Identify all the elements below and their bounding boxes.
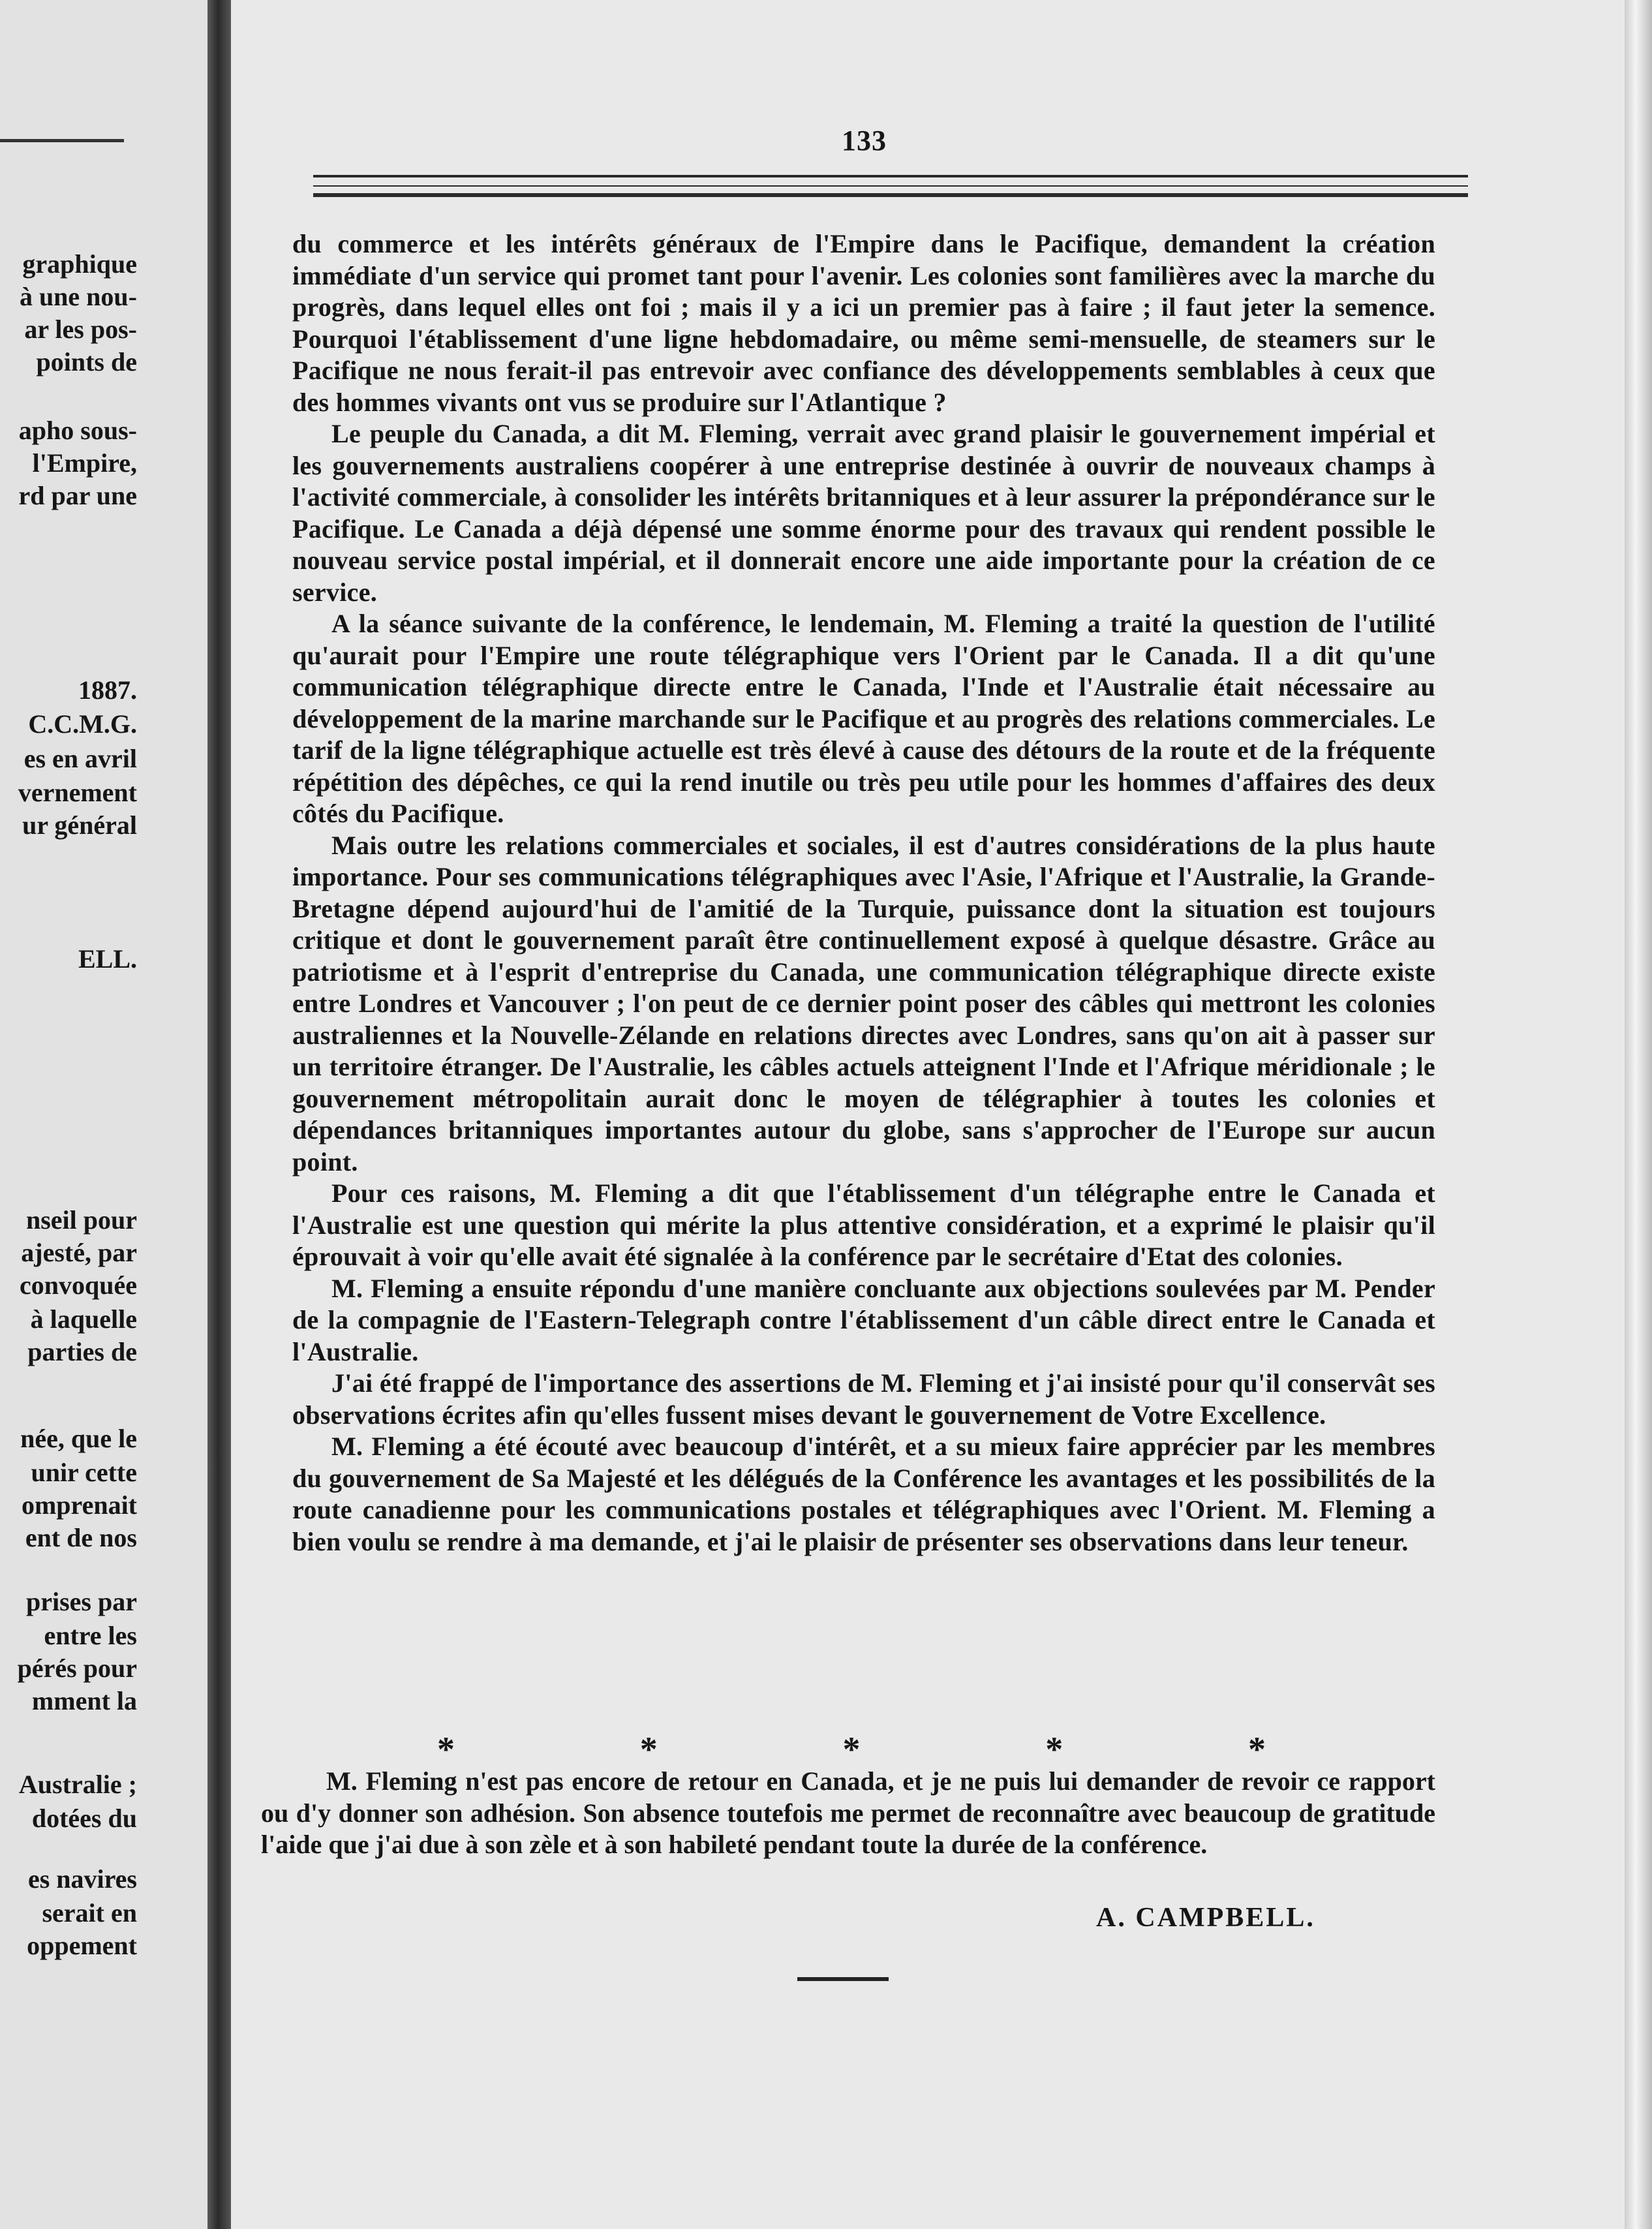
facing-page-line: omprenait	[21, 1490, 137, 1520]
facing-page-line: convoquée	[20, 1270, 137, 1300]
facing-page-line: points de	[36, 347, 137, 377]
header-rule	[313, 193, 1468, 197]
facing-page-line: l'Empire,	[32, 448, 137, 478]
facing-page-line: serait en	[42, 1898, 137, 1928]
signature: A. CAMPBELL.	[1096, 1903, 1315, 1933]
facing-page-line: apho sous-	[18, 416, 137, 445]
closing-text	[261, 1766, 1435, 1861]
facing-page-line: parties de	[27, 1337, 137, 1366]
facing-page-line: à laquelle	[30, 1304, 137, 1334]
facing-page-line: ELL.	[78, 944, 137, 974]
facing-page-line: ar les pos-	[24, 315, 137, 344]
facing-page-line: oppement	[27, 1931, 137, 1960]
facing-page-line: C.C.M.G.	[28, 709, 137, 739]
facing-page-line: pérés pour	[17, 1653, 137, 1683]
page-edge	[1625, 0, 1652, 2229]
paragraph: J'ai été frappé de l'importance des assertions de M. Fleming et j'ai insisté pour qu'il conservât ses observations écrites afin qu'elles fussent mises devant le gouvernement de Votre Excellence.	[292, 1368, 1435, 1430]
closing-paragraph: M. Fleming n'est pas encore de retour en Canada, et je ne puis lui demander de revoir ce rapport ou d'y donner son adhésion. Son absence toutefois me permet de reconnaître avec beaucoup de gratitude l'aide que j'ai due à son zèle et à son habileté pendant toute la durée de la conférence.	[261, 1766, 1435, 1859]
header-rule	[313, 175, 1468, 177]
paragraph: Le peuple du Canada, a dit M. Fleming, verrait avec grand plaisir le gouvernement impérial et les gouvernements australiens coopérer à une entreprise destinée à ouvrir de nouveaux champs à l'activité commerciale, à consolider les intérêts britanniques et à leur assurer la prépondérance sur le Pacifique. Le Canada a déjà dépensé une somme énorme pour des travaux qui rendent possible le nouveau service postal impérial, et il donnerait encore une aide importante pour la création de ce service.	[292, 419, 1435, 607]
facing-page-line: prises par	[26, 1587, 137, 1616]
facing-page-line: Australie ;	[18, 1770, 137, 1799]
asterisk: *	[1248, 1730, 1266, 1769]
facing-page	[0, 0, 207, 2229]
paragraph: Pour ces raisons, M. Fleming a dit que l'établissement d'un télégraphe entre le Canada et l'Australie est une question qui mérite la plus attentive considération, et a exprimé le plaisir qu'il éprouvait à voir qu'elle avait été signalée à la conférence par le secrétaire d'Etat des colonies.	[292, 1178, 1435, 1271]
asterisk: *	[639, 1730, 658, 1769]
page-number: 133	[842, 125, 887, 157]
facing-page-line: entre les	[44, 1621, 137, 1650]
header-rule	[313, 185, 1468, 187]
facing-page-line: née, que le	[20, 1424, 137, 1453]
facing-page-line: es navires	[27, 1864, 137, 1894]
facing-page-line: mment la	[31, 1686, 137, 1715]
facing-page-line: vernement	[18, 778, 137, 807]
facing-page-line: nseil pour	[25, 1205, 137, 1235]
facing-page-line: dotées du	[31, 1804, 137, 1833]
footer-rule	[797, 1977, 889, 1981]
facing-page-rule	[0, 139, 124, 142]
facing-page-line: graphique	[22, 249, 137, 279]
facing-page-line: ent de nos	[25, 1523, 137, 1552]
facing-page-line: unir cette	[31, 1458, 137, 1487]
paragraph: M. Fleming a ensuite répondu d'une manière concluante aux objections soulevées par M. Pender de la compagnie de l'Eastern-Telegraph contre l'établissement d'un câble direct entre le Canada et l'Australie.	[292, 1273, 1435, 1366]
paragraph: A la séance suivante de la conférence, le lendemain, M. Fleming a traité la question de l'utilité qu'aurait pour l'Empire une route télégraphique vers l'Orient par le Canada. Il a dit qu'une communication télégraphique directe entre le Canada, l'Inde et l'Australie était nécessaire au développement de la marine marchande sur le Pacifique et au progrès des relations commerciales. Le tarif de la ligne télégraphique actuelle est très élevé à cause des détours de la route et de la fréquente répétition des dépêches, ce qui la rend inutile ou très peu utile pour les hommes d'affaires des deux côtés du Pacifique.	[292, 609, 1435, 828]
section-break	[437, 1729, 1266, 1770]
asterisk: *	[437, 1730, 455, 1769]
facing-page-line: rd par une	[18, 481, 137, 510]
facing-page-line: ajesté, par	[21, 1238, 137, 1267]
asterisk: *	[1045, 1730, 1063, 1769]
book-gutter	[207, 0, 231, 2229]
paragraph: M. Fleming a été écouté avec beaucoup d'intérêt, et a su mieux faire apprécier par les membres du gouvernement de Sa Majesté et les délégués de la Conférence les avantages et les possibilités de la route canadienne pour les communications postales et télégraphiques avec l'Orient. M. Fleming a bien voulu se rendre à ma demande, et j'ai le plaisir de présenter ses observations dans leur teneur.	[292, 1432, 1435, 1556]
paragraph: du commerce et les intérêts généraux de l'Empire dans le Pacifique, demandent la création immédiate d'un service qui promet tant pour l'avenir. Les colonies sont familières avec la marche du progrès, dans lequel elles ont foi ; mais il y a ici un premier pas à faire ; il faut jeter la semence. Pourquoi l'établissement d'une ligne hebdomadaire, ou même semi-mensuelle, de steamers sur le Pacifique ne nous ferait-il pas entrevoir avec confiance des développements semblables à ceux que des hommes vivants ont vus se produire sur l'Atlantique ?	[292, 229, 1435, 417]
facing-page-line: à une nou-	[19, 282, 137, 311]
body-text	[292, 228, 1435, 1558]
asterisk: *	[842, 1730, 861, 1769]
facing-page-line: ur général	[22, 810, 137, 840]
paragraph: Mais outre les relations commerciales et sociales, il est d'autres considérations de la plus haute importance. Pour ses communications télégraphiques avec l'Asie, l'Afrique et l'Australie, la Grande-Bretagne dépend aujourd'hui de l'amitié de la Turquie, puissance dont la situation est toujours critique et dont le gouvernement paraît être continuellement exposé à quelque désastre. Grâce au patriotisme et à l'esprit d'entreprise du Canada, une communication télégraphique directe existe entre Londres et Vancouver ; l'on peut de ce dernier point poser des câbles qui mettront les colonies australiennes et la Nouvelle-Zélande en relations directes avec Londres, sans qu'on ait à passer sur un territoire étranger. De l'Australie, les câbles actuels atteignent l'Inde et l'Afrique méridionale ; le gouvernement métropolitain aurait donc le moyen de télégraphier à toutes les colonies et dépendances britanniques importantes autour du globe, sans s'approcher de l'Europe sur aucun point.	[292, 830, 1435, 1176]
facing-page-line: 1887.	[78, 675, 137, 705]
facing-page-line: es en avril	[23, 744, 137, 773]
